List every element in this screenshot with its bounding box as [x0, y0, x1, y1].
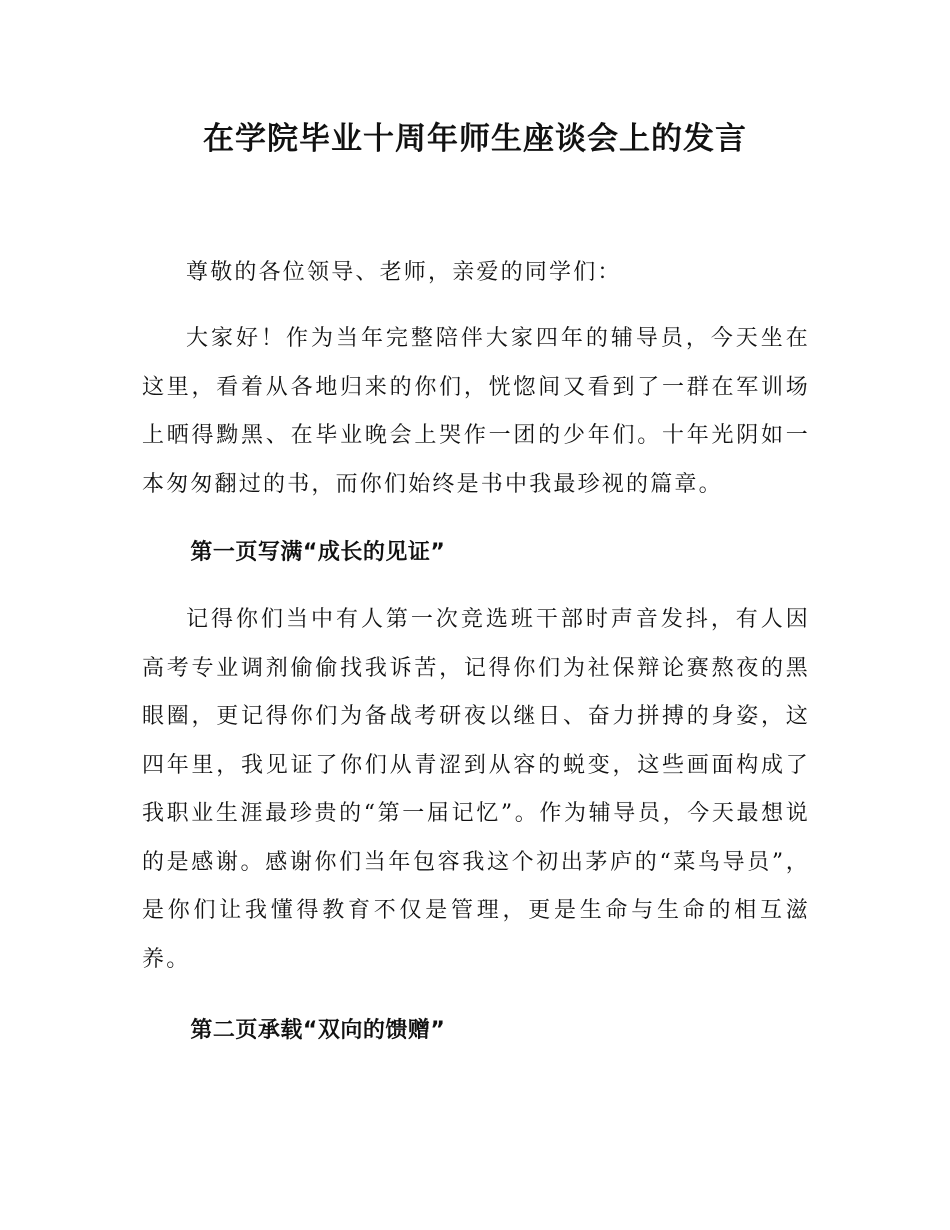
section-1-paragraph: 记得你们当中有人第一次竞选班干部时声音发抖，有人因高考专业调剂偷偷找我诉苦，记得你们为社保辩论赛熬夜的黑眼圈，更记得你们为备战考研夜以继日、奋力拼搏的身姿，这四年里，我见证了你们从青涩到从容的蜕变，这些画面构成了我职业生涯最珍贵的“第一届记忆”。作为辅导员，今天最想说的是感谢。感谢你们当年包容我这个初出茅庐的“菜鸟导员”，是你们让我懂得教育不仅是管理，更是生命与生命的相互滋养。	[142, 607, 810, 972]
intro-paragraph: 大家好！作为当年完整陪伴大家四年的辅导员，今天坐在这里，看着从各地归来的你们，恍惚间又看到了一群在军训场上晒得黝黑、在毕业晚会上哭作一团的少年们。十年光阴如一本匆匆翻过的书，而你们始终是书中我最珍视的篇章。	[142, 326, 810, 497]
salutation-paragraph: 尊敬的各位领导、老师，亲爱的同学们：	[186, 260, 622, 285]
section-heading-1: 第一页写满“成长的见证”	[190, 540, 446, 565]
document-title: 在学院毕业十周年师生座谈会上的发言	[203, 121, 747, 157]
section-heading-2: 第二页承载“双向的馈赠”	[190, 1018, 446, 1043]
